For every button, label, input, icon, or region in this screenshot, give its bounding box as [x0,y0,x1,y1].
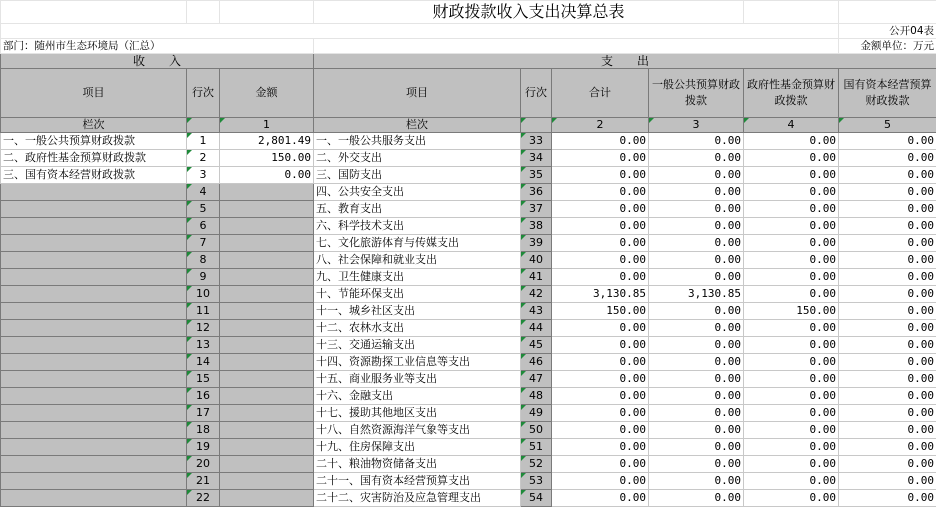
general-budget-cell[interactable]: 0.00 [649,184,744,201]
general-budget-cell[interactable]: 0.00 [649,388,744,405]
table-row [1,167,936,184]
total-cell[interactable]: 0.00 [552,269,649,286]
fund-budget-cell[interactable]: 0.00 [744,371,839,388]
state-capital-cell[interactable]: 0.00 [839,490,936,507]
cell[interactable] [187,1,220,24]
header-total: 合计 [552,69,649,118]
state-capital-cell[interactable]: 0.00 [839,235,936,252]
state-capital-cell[interactable]: 0.00 [839,388,936,405]
state-capital-cell[interactable]: 0.00 [839,150,936,167]
income-amount-cell[interactable] [220,337,314,354]
income-item-cell[interactable]: 二、政府性基金预算财政拨款 [1,150,187,167]
state-capital-cell[interactable]: 0.00 [839,286,936,303]
cell[interactable] [1,1,187,24]
income-line-cell[interactable]: 11 [187,303,220,320]
fund-budget-cell[interactable]: 0.00 [744,473,839,490]
income-item-cell[interactable] [1,218,187,235]
income-amount-cell[interactable] [220,439,314,456]
expense-item-cell[interactable]: 三、国防支出 [314,167,521,184]
general-budget-cell[interactable]: 0.00 [649,337,744,354]
state-capital-cell[interactable]: 0.00 [839,456,936,473]
expense-line-cell[interactable]: 36 [521,184,552,201]
state-capital-cell[interactable]: 0.00 [839,320,936,337]
cell[interactable] [314,39,839,54]
table-row [1,371,936,388]
expense-line-cell[interactable]: 53 [521,473,552,490]
expense-line-cell[interactable]: 33 [521,133,552,150]
unit-label: 金额单位：万元 [839,39,936,54]
table-row [1,320,936,337]
table-row [1,218,936,235]
expense-item-cell[interactable]: 十、节能环保支出 [314,286,521,303]
expense-item-cell[interactable]: 二、外交支出 [314,150,521,167]
income-item-cell[interactable] [1,439,187,456]
expense-line-cell[interactable]: 46 [521,354,552,371]
fund-budget-cell[interactable]: 0.00 [744,150,839,167]
general-budget-cell[interactable]: 0.00 [649,150,744,167]
income-amount-cell[interactable] [220,388,314,405]
table-row [1,184,936,201]
expense-line-cell[interactable]: 44 [521,320,552,337]
general-budget-cell[interactable]: 0.00 [649,167,744,184]
state-capital-cell[interactable]: 0.00 [839,133,936,150]
expense-item-cell[interactable]: 十六、金融支出 [314,388,521,405]
column-index-3: 3 [649,118,744,133]
column-index-label-out: 栏次 [314,118,521,133]
income-item-cell[interactable]: 一、一般公共预算财政拨款 [1,133,187,150]
income-line-cell[interactable]: 12 [187,320,220,337]
income-line-cell[interactable]: 3 [187,167,220,184]
total-cell[interactable]: 0.00 [552,252,649,269]
expense-item-cell[interactable]: 十三、交通运输支出 [314,337,521,354]
expense-item-cell[interactable]: 二十、粮油物资储备支出 [314,456,521,473]
income-item-cell[interactable] [1,422,187,439]
fund-budget-cell[interactable]: 0.00 [744,490,839,507]
general-budget-cell[interactable]: 3,130.85 [649,286,744,303]
general-budget-cell[interactable]: 0.00 [649,252,744,269]
cell[interactable] [1,24,839,39]
expense-line-cell[interactable]: 48 [521,388,552,405]
income-line-cell[interactable]: 19 [187,439,220,456]
income-line-cell[interactable]: 14 [187,354,220,371]
total-cell[interactable]: 3,130.85 [552,286,649,303]
expense-line-cell[interactable]: 43 [521,303,552,320]
table-row [1,388,936,405]
expense-line-cell[interactable]: 50 [521,422,552,439]
income-item-cell[interactable] [1,388,187,405]
income-item-cell[interactable] [1,235,187,252]
general-budget-cell[interactable]: 0.00 [649,473,744,490]
fund-budget-cell[interactable]: 0.00 [744,235,839,252]
income-line-cell[interactable]: 20 [187,456,220,473]
income-item-cell[interactable] [1,303,187,320]
state-capital-cell[interactable]: 0.00 [839,371,936,388]
income-item-cell[interactable]: 三、国有资本经营财政拨款 [1,167,187,184]
income-line-cell[interactable]: 9 [187,269,220,286]
table-row [1,405,936,422]
income-amount-cell[interactable] [220,303,314,320]
income-line-cell[interactable]: 1 [187,133,220,150]
income-amount-cell[interactable]: 150.00 [220,150,314,167]
fund-budget-cell[interactable]: 0.00 [744,422,839,439]
income-amount-cell[interactable] [220,286,314,303]
income-item-cell[interactable] [1,354,187,371]
state-capital-cell[interactable]: 0.00 [839,405,936,422]
expense-item-cell[interactable]: 十七、援助其他地区支出 [314,405,521,422]
expense-item-cell[interactable]: 十四、资源勘探工业信息等支出 [314,354,521,371]
expense-item-cell[interactable]: 十二、农林水支出 [314,320,521,337]
expense-line-cell[interactable]: 34 [521,150,552,167]
total-cell[interactable]: 0.00 [552,133,649,150]
expense-line-cell[interactable]: 51 [521,439,552,456]
income-amount-cell[interactable] [220,354,314,371]
total-cell[interactable]: 0.00 [552,422,649,439]
expense-item-cell[interactable]: 一、一般公共服务支出 [314,133,521,150]
state-capital-cell[interactable]: 0.00 [839,303,936,320]
table-row [1,150,936,167]
header-state-capital: 国有资本经营预算财政拨款 [839,69,936,118]
expense-line-cell[interactable]: 35 [521,167,552,184]
expense-item-cell[interactable]: 十九、住房保障支出 [314,439,521,456]
expense-line-cell[interactable]: 37 [521,201,552,218]
income-amount-cell[interactable]: 2,801.49 [220,133,314,150]
expense-item-cell[interactable]: 八、社会保障和就业支出 [314,252,521,269]
income-item-cell[interactable] [1,456,187,473]
expense-line-cell[interactable]: 49 [521,405,552,422]
expense-line-cell[interactable]: 47 [521,371,552,388]
income-item-cell[interactable] [1,320,187,337]
expense-item-cell[interactable]: 四、公共安全支出 [314,184,521,201]
income-item-cell[interactable] [1,252,187,269]
expense-section-header: 支 出 [314,54,936,69]
fund-budget-cell[interactable]: 0.00 [744,320,839,337]
income-line-cell[interactable]: 21 [187,473,220,490]
income-section-header: 收 入 [1,54,314,69]
expense-item-cell[interactable]: 十五、商业服务业等支出 [314,371,521,388]
fund-budget-cell[interactable]: 0.00 [744,201,839,218]
income-line-cell[interactable]: 22 [187,490,220,507]
table-row [1,286,936,303]
income-amount-cell[interactable] [220,184,314,201]
general-budget-cell[interactable]: 0.00 [649,303,744,320]
income-item-cell[interactable] [1,337,187,354]
expense-line-cell[interactable]: 52 [521,456,552,473]
table-row [1,439,936,456]
state-capital-cell[interactable]: 0.00 [839,422,936,439]
general-budget-cell[interactable]: 0.00 [649,269,744,286]
total-cell[interactable]: 0.00 [552,354,649,371]
income-amount-cell[interactable] [220,405,314,422]
column-index-2: 2 [552,118,649,133]
state-capital-cell[interactable]: 0.00 [839,269,936,286]
total-cell[interactable]: 0.00 [552,405,649,422]
header-fund-budget: 政府性基金预算财政拨款 [744,69,839,118]
fund-budget-cell[interactable]: 0.00 [744,388,839,405]
page-title: 财政拨款收入支出决算总表 [314,1,744,24]
fund-budget-cell[interactable]: 0.00 [744,269,839,286]
income-item-cell[interactable] [1,201,187,218]
state-capital-cell[interactable]: 0.00 [839,167,936,184]
expense-line-cell[interactable]: 40 [521,252,552,269]
general-budget-cell[interactable]: 0.00 [649,456,744,473]
state-capital-cell[interactable]: 0.00 [839,201,936,218]
income-line-cell[interactable]: 13 [187,337,220,354]
expense-item-cell[interactable]: 十一、城乡社区支出 [314,303,521,320]
total-cell[interactable]: 0.00 [552,337,649,354]
table-row [1,269,936,286]
fund-budget-cell[interactable]: 0.00 [744,439,839,456]
expense-line-cell[interactable]: 38 [521,218,552,235]
income-item-cell[interactable] [1,371,187,388]
total-cell[interactable]: 0.00 [552,218,649,235]
expense-item-cell[interactable]: 六、科学技术支出 [314,218,521,235]
cell[interactable] [744,1,839,24]
total-cell[interactable]: 150.00 [552,303,649,320]
table-row [1,456,936,473]
header-line-out: 行次 [521,69,552,118]
state-capital-cell[interactable]: 0.00 [839,439,936,456]
income-line-cell[interactable]: 10 [187,286,220,303]
expense-item-cell[interactable]: 二十二、灾害防治及应急管理支出 [314,490,521,507]
income-amount-cell[interactable] [220,252,314,269]
general-budget-cell[interactable]: 0.00 [649,218,744,235]
income-item-cell[interactable] [1,286,187,303]
general-budget-cell[interactable]: 0.00 [649,439,744,456]
cell[interactable] [187,118,220,133]
header-general-budget: 一般公共预算财政拨款 [649,69,744,118]
income-line-cell[interactable]: 6 [187,218,220,235]
income-amount-cell[interactable] [220,269,314,286]
total-cell[interactable]: 0.00 [552,439,649,456]
income-item-cell[interactable] [1,184,187,201]
general-budget-cell[interactable]: 0.00 [649,371,744,388]
table-row [1,490,936,507]
total-cell[interactable]: 0.00 [552,167,649,184]
fund-budget-cell[interactable]: 150.00 [744,303,839,320]
income-amount-cell[interactable] [220,235,314,252]
total-cell[interactable]: 0.00 [552,320,649,337]
expense-item-cell[interactable]: 七、文化旅游体育与传媒支出 [314,235,521,252]
table-row [1,337,936,354]
column-index-1: 1 [220,118,314,133]
income-item-cell[interactable] [1,473,187,490]
total-cell[interactable]: 0.00 [552,371,649,388]
expense-item-cell[interactable]: 二十一、国有资本经营预算支出 [314,473,521,490]
expense-line-cell[interactable]: 39 [521,235,552,252]
fund-budget-cell[interactable]: 0.00 [744,337,839,354]
fund-budget-cell[interactable]: 0.00 [744,286,839,303]
cell[interactable] [839,1,936,24]
income-amount-cell[interactable] [220,320,314,337]
income-amount-cell[interactable] [220,422,314,439]
general-budget-cell[interactable]: 0.00 [649,422,744,439]
income-amount-cell[interactable]: 0.00 [220,167,314,184]
income-amount-cell[interactable] [220,456,314,473]
income-item-cell[interactable] [1,490,187,507]
income-line-cell[interactable]: 8 [187,252,220,269]
total-cell[interactable]: 0.00 [552,184,649,201]
total-cell[interactable]: 0.00 [552,388,649,405]
header-line: 行次 [187,69,220,118]
cell[interactable] [220,1,314,24]
total-cell[interactable]: 0.00 [552,235,649,252]
fund-budget-cell[interactable]: 0.00 [744,252,839,269]
form-number: 公开04表 [839,24,936,39]
income-amount-cell[interactable] [220,371,314,388]
cell[interactable] [521,118,552,133]
income-amount-cell[interactable] [220,201,314,218]
header-amount: 金额 [220,69,314,118]
table-row [1,235,936,252]
income-line-cell[interactable]: 16 [187,388,220,405]
state-capital-cell[interactable]: 0.00 [839,184,936,201]
income-line-cell[interactable]: 5 [187,201,220,218]
total-cell[interactable]: 0.00 [552,201,649,218]
table-row [1,422,936,439]
state-capital-cell[interactable]: 0.00 [839,252,936,269]
fund-budget-cell[interactable]: 0.00 [744,354,839,371]
general-budget-cell[interactable]: 0.00 [649,235,744,252]
total-cell[interactable]: 0.00 [552,490,649,507]
fund-budget-cell[interactable]: 0.00 [744,405,839,422]
header-item-out: 项目 [314,69,521,118]
income-line-cell[interactable]: 2 [187,150,220,167]
income-item-cell[interactable] [1,269,187,286]
fund-budget-cell[interactable]: 0.00 [744,133,839,150]
state-capital-cell[interactable]: 0.00 [839,337,936,354]
state-capital-cell[interactable]: 0.00 [839,473,936,490]
column-index-label: 栏次 [1,118,187,133]
income-line-cell[interactable]: 15 [187,371,220,388]
income-amount-cell[interactable] [220,490,314,507]
table-row [1,133,936,150]
fund-budget-cell[interactable]: 0.00 [744,218,839,235]
general-budget-cell[interactable]: 0.00 [649,320,744,337]
general-budget-cell[interactable]: 0.00 [649,133,744,150]
total-cell[interactable]: 0.00 [552,150,649,167]
total-cell[interactable]: 0.00 [552,473,649,490]
header-item: 项目 [1,69,187,118]
table-row [1,473,936,490]
income-line-cell[interactable]: 4 [187,184,220,201]
expense-item-cell[interactable]: 五、教育支出 [314,201,521,218]
department-label: 部门：随州市生态环境局（汇总） [1,39,314,54]
table-body [1,133,936,507]
fund-budget-cell[interactable]: 0.00 [744,456,839,473]
fund-budget-cell[interactable]: 0.00 [744,184,839,201]
general-budget-cell[interactable]: 0.00 [649,490,744,507]
income-amount-cell[interactable] [220,218,314,235]
fund-budget-cell[interactable]: 0.00 [744,167,839,184]
table-row [1,201,936,218]
income-line-cell[interactable]: 18 [187,422,220,439]
state-capital-cell[interactable]: 0.00 [839,218,936,235]
state-capital-cell[interactable]: 0.00 [839,354,936,371]
income-line-cell[interactable]: 7 [187,235,220,252]
expense-line-cell[interactable]: 45 [521,337,552,354]
income-line-cell[interactable]: 17 [187,405,220,422]
total-cell[interactable]: 0.00 [552,456,649,473]
column-index-4: 4 [744,118,839,133]
table-row [1,252,936,269]
column-index-5: 5 [839,118,936,133]
expense-line-cell[interactable]: 41 [521,269,552,286]
income-amount-cell[interactable] [220,473,314,490]
expense-item-cell[interactable]: 九、卫生健康支出 [314,269,521,286]
income-item-cell[interactable] [1,405,187,422]
expense-line-cell[interactable]: 54 [521,490,552,507]
expense-item-cell[interactable]: 十八、自然资源海洋气象等支出 [314,422,521,439]
table-row [1,354,936,371]
general-budget-cell[interactable]: 0.00 [649,354,744,371]
table-row [1,303,936,320]
general-budget-cell[interactable]: 0.00 [649,201,744,218]
expense-line-cell[interactable]: 42 [521,286,552,303]
general-budget-cell[interactable]: 0.00 [649,405,744,422]
